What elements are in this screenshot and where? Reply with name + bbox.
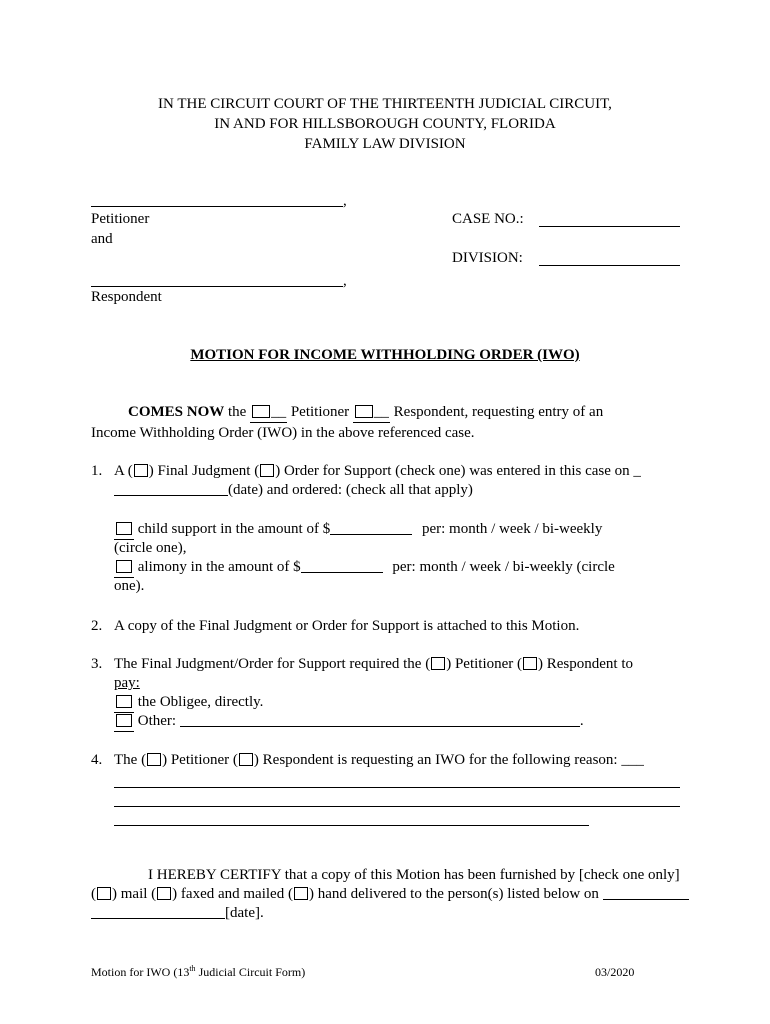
- comes-now-text: COMES NOW: [128, 404, 225, 420]
- petitioner-comma: ,: [343, 193, 347, 209]
- case-no-label: CASE NO.:: [452, 211, 524, 227]
- respondent-comma: ,: [343, 273, 347, 289]
- order-date-field[interactable]: [114, 481, 228, 496]
- and-label: and: [91, 231, 113, 247]
- child-support-amount-field[interactable]: [330, 520, 412, 535]
- petitioner-label: Petitioner: [91, 211, 150, 227]
- division-label: DIVISION:: [452, 250, 523, 266]
- certify-line1: I HEREBY CERTIFY that a copy of this Motion has been furnished by [check one only]: [148, 867, 680, 883]
- child-support-line: child support in the amount of $ per: month / week / bi-weekly: [114, 520, 602, 540]
- circle-one-line: (circle one),: [114, 540, 187, 556]
- item3-petitioner-checkbox[interactable]: [431, 657, 445, 670]
- pay-label: pay:: [114, 675, 140, 691]
- certify-line2: ( ) mail ( ) faxed and mailed ( ) hand delivered to the person(s) listed below on: [91, 885, 689, 904]
- certify-line3: [date].: [91, 904, 264, 923]
- other-line: Other: .: [114, 712, 584, 732]
- item3-respondent-checkbox[interactable]: [523, 657, 537, 670]
- item1-number: 1.: [91, 463, 103, 479]
- petitioner-name-line[interactable]: [91, 206, 343, 207]
- footer-form-name: Motion for IWO (13th Judicial Circuit Form): [91, 964, 306, 979]
- item2-text: A copy of the Final Judgment or Order for Support is attached to this Motion.: [114, 618, 580, 634]
- case-no-field[interactable]: [539, 226, 680, 227]
- item4-line1: The ( ) Petitioner ( ) Respondent is requesting an IWO for the following reason: ___: [114, 752, 644, 768]
- item1-line1: A ( ) Final Judgment ( ) Order for Support (check one) was entered in this case on _: [114, 463, 641, 479]
- obligee-checkbox[interactable]: [114, 693, 134, 713]
- alimony-line: alimony in the amount of $ per: month / week / bi-weekly (circle: [114, 558, 615, 578]
- court-header-line1: IN THE CIRCUIT COURT OF THE THIRTEENTH JUDICIAL CIRCUIT,: [158, 96, 612, 112]
- service-date-field[interactable]: [91, 904, 225, 919]
- reason-line-1[interactable]: [114, 787, 680, 788]
- service-recipient-field[interactable]: [603, 885, 689, 900]
- court-header-line3: FAMILY LAW DIVISION: [304, 136, 466, 152]
- respondent-name-line[interactable]: [91, 286, 343, 287]
- intro-petitioner-checkbox[interactable]: __: [250, 403, 287, 423]
- item4-petitioner-checkbox[interactable]: [147, 753, 161, 766]
- order-for-support-checkbox[interactable]: [260, 464, 274, 477]
- alimony-amount-field[interactable]: [301, 558, 383, 573]
- motion-title: MOTION FOR INCOME WITHHOLDING ORDER (IWO): [190, 347, 580, 363]
- final-judgment-checkbox[interactable]: [134, 464, 148, 477]
- item1-line2: (date) and ordered: (check all that apply): [114, 481, 473, 500]
- reason-line-3[interactable]: [114, 825, 589, 826]
- intro-line1: COMES NOW the __ Petitioner __ Respondent, requesting entry of an: [128, 403, 603, 423]
- reason-line-2[interactable]: [114, 806, 680, 807]
- child-support-checkbox[interactable]: [114, 520, 134, 540]
- faxed-mailed-checkbox[interactable]: [157, 887, 171, 900]
- item4-number: 4.: [91, 752, 103, 768]
- item3-line1: The Final Judgment/Order for Support required the ( ) Petitioner ( ) Respondent to: [114, 656, 634, 672]
- obligee-line: the Obligee, directly.: [114, 693, 263, 713]
- intro-line2: Income Withholding Order (IWO) in the above referenced case.: [91, 425, 475, 441]
- item3-number: 3.: [91, 656, 103, 672]
- division-field[interactable]: [539, 265, 680, 266]
- respondent-label: Respondent: [91, 289, 162, 305]
- footer-form-date: 03/2020: [595, 965, 635, 979]
- other-checkbox[interactable]: [114, 712, 134, 732]
- hand-delivered-checkbox[interactable]: [294, 887, 308, 900]
- other-field[interactable]: [180, 712, 580, 727]
- circle-one-end-line: one).: [114, 578, 145, 594]
- intro-respondent-checkbox[interactable]: __: [353, 403, 390, 423]
- item4-respondent-checkbox[interactable]: [239, 753, 253, 766]
- alimony-checkbox[interactable]: [114, 558, 134, 578]
- item2-number: 2.: [91, 618, 103, 634]
- court-header-line2: IN AND FOR HILLSBOROUGH COUNTY, FLORIDA: [214, 116, 556, 132]
- mail-checkbox[interactable]: [97, 887, 111, 900]
